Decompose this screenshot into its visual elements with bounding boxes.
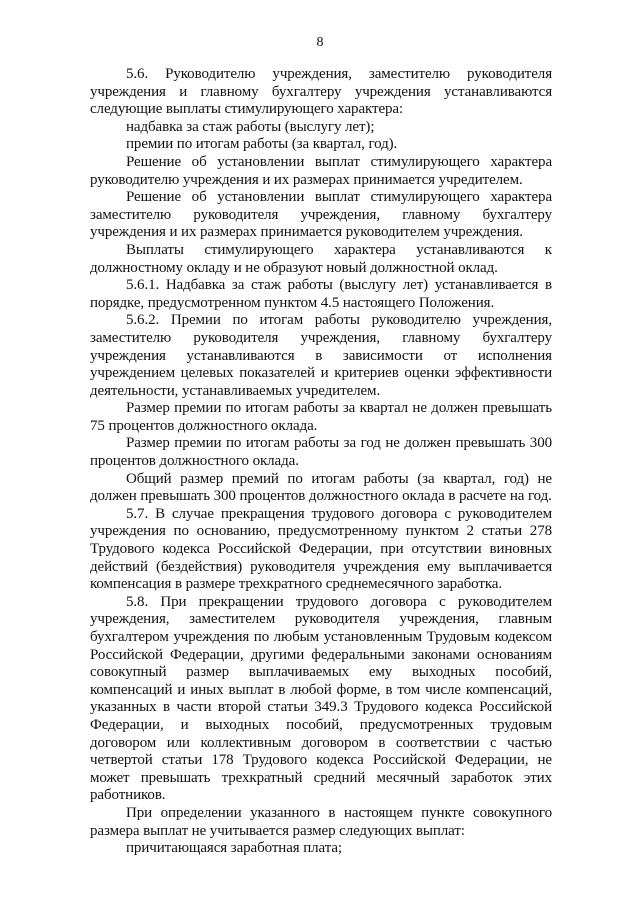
page-number: 8 <box>316 35 324 50</box>
paragraph-total-bonus-limit: Общий размер премий по итогам работы (за квартал, год) не должен превышать 300 процентов должностного оклада в расчете на год. <box>90 470 552 505</box>
paragraph-list-item-bonuses: премии по итогам работы (за квартал, год). <box>126 136 398 153</box>
paragraph-incentive-payments: Выплаты стимулирующего характера устанавливаются к должностному окладу и не образуют новый должностной оклад. <box>90 241 552 276</box>
paragraph-decision-deputy: Решение об установлении выплат стимулирующего характера заместителю руководителя учреждения, главному бухгалтеру учреждения и их размерах принимается руководителем учреждения. <box>90 189 552 241</box>
paragraph-list-item-salary: причитающаяся заработная плата; <box>126 840 342 857</box>
paragraph-5-6-1: 5.6.1. Надбавка за стаж работы (выслугу лет) устанавливается в порядке, предусмотренном пунктом 4.5 настоящего Положения. <box>90 277 552 311</box>
document-body <box>90 66 552 858</box>
paragraph-5-7: 5.7. В случае прекращения трудового договора с руководителем учреждения по основанию, предусмотренному пунктом 2 статьи 278 Трудового кодекса Российской Федерации, при отсутствии виновных действий (бездействия) руководителя учреждения ему выплачивается компенсация в размере трехкратного среднемесячного заработка. <box>90 505 552 593</box>
paragraph-5-8: 5.8. При прекращении трудового договора с руководителем учреждения, заместителем руководителя учреждения, главным бухгалтером учреждения по любым установленным Трудовым кодексом Российской Федерации, другими федеральными законами основаниям совокупный размер выплачиваемых ему выходных пособий, компенсаций и иных выплат в любой форме, в том числе компенсаций, указанных в части второй статьи 349.3 Трудового кодекса Российской Федерации, и выходных пособий, предусмотренных трудовым договором или коллективным договором в соответствии с частью четвертой статьи 178 Трудового кодекса Российской Федерации, не может превышать трехкратный средний месячный заработок этих работников. <box>90 593 552 804</box>
paragraph-5-6-2: 5.6.2. Премии по итогам работы руководителю учреждения, заместителю руководителя учреждения, главному бухгалтеру учреждения устанавливаются в зависимости от исполнения учреждением целевых показателей и критериев оценки эффективности деятельности, устанавливаемых учредителем. <box>90 312 552 399</box>
paragraph-decision-head: Решение об установлении выплат стимулирующего характера руководителю учреждения и их размерах принимается учредителем. <box>90 153 552 188</box>
paragraph-quarter-bonus-limit: Размер премии по итогам работы за квартал не должен превышать 75 процентов должностного оклада. <box>90 400 552 434</box>
paragraph-excluded-payments: При определении указанного в настоящем пункте совокупного размера выплат не учитывается размер следующих выплат: <box>90 804 552 839</box>
paragraph-year-bonus-limit: Размер премии по итогам работы за год не должен превышать 300 процентов должностного оклада. <box>90 435 552 470</box>
paragraph-5-6: 5.6. Руководителю учреждения, заместителю руководителя учреждения и главному бухгалтеру учреждения устанавливаются следующие выплаты стимулирующего характера: <box>90 66 552 118</box>
paragraph-list-item-seniority: надбавка за стаж работы (выслугу лет); <box>126 118 375 135</box>
